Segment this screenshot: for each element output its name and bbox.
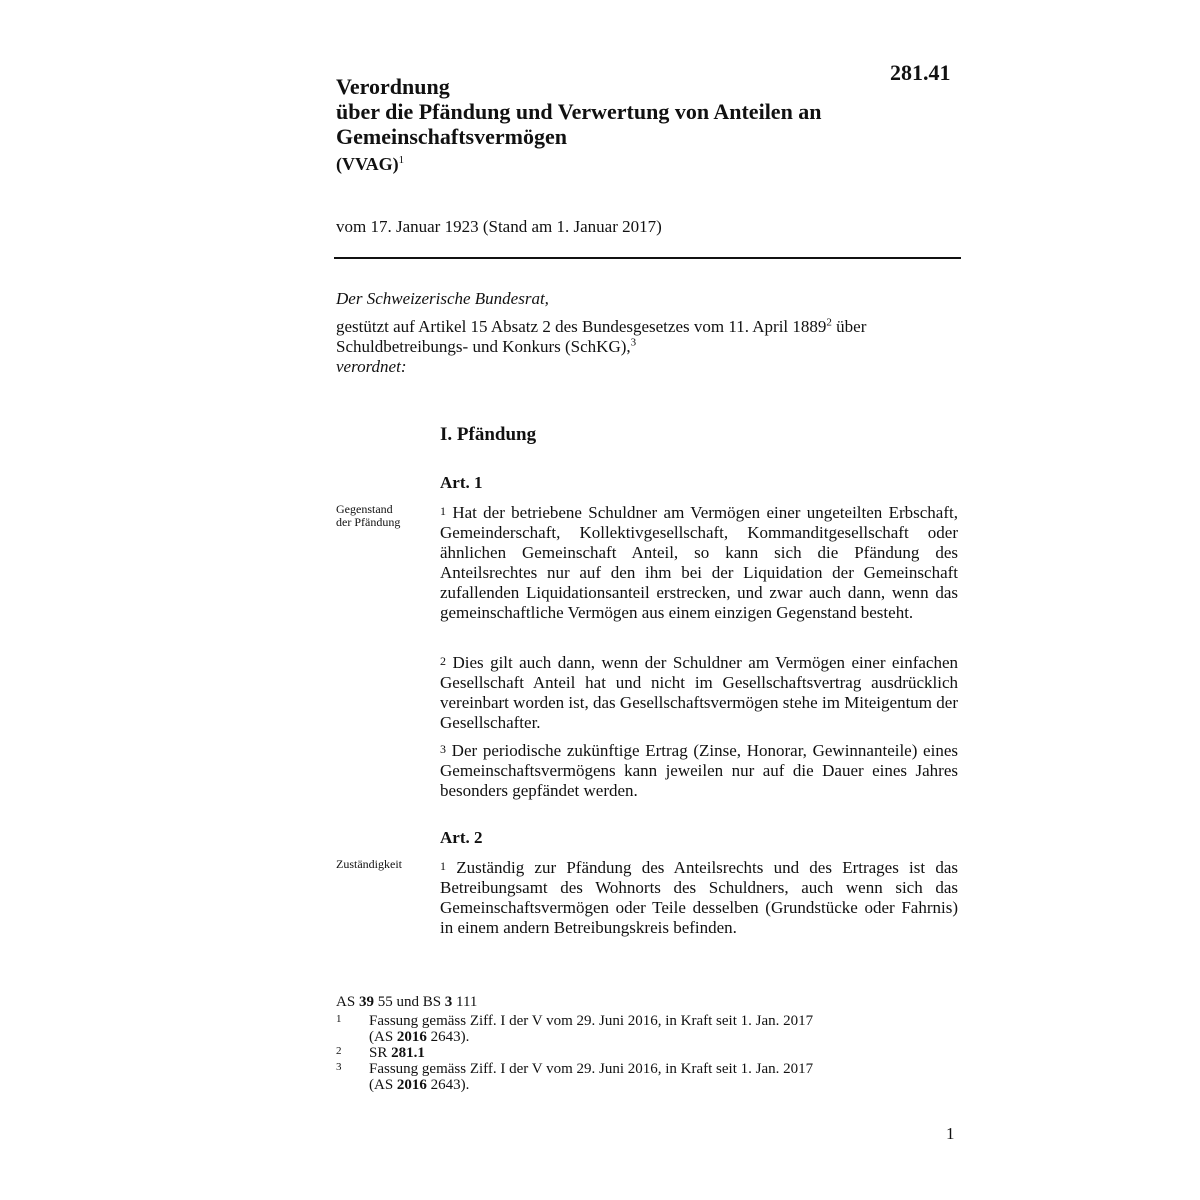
- citation-year: 2016: [396, 1029, 427, 1045]
- preamble-basis-text: Schuldbetreibungs- und Konkurs (SchKG),: [336, 337, 631, 356]
- abbreviation-text: (VVAG): [336, 154, 399, 174]
- source-volume: 39: [358, 994, 374, 1010]
- preamble-basis: [336, 317, 956, 357]
- footnote-ref[interactable]: 1: [398, 154, 405, 166]
- paragraph-number: 1: [440, 504, 446, 518]
- paragraph-number: 2: [440, 654, 446, 668]
- footnote-mark: 1: [336, 1013, 342, 1025]
- sr-prefix: SR: [369, 1045, 392, 1061]
- footnote-item: [336, 1045, 813, 1061]
- header-divider: [334, 257, 961, 259]
- citation-text: (AS: [369, 1077, 397, 1093]
- article-paragraph: [440, 856, 958, 938]
- chapter-heading: I. Pfändung: [440, 424, 537, 445]
- footnote-ref[interactable]: 2: [826, 316, 832, 329]
- paragraph-text: Zuständig zur Pfändung des Anteilsrechts und des Ertrages ist das Betreibungsamt des Wohnorts des Schuldners, auch wenn sich das Gemeinschaftsvermögen oder Teile desselben (Grundstücke oder Fahrnis) in einem andern Betreibungskreis befinden.: [440, 858, 958, 937]
- sr-link[interactable]: 281.1: [391, 1045, 425, 1061]
- margin-note-line: Gegenstand: [336, 502, 393, 516]
- preamble-authority: Der Schweizerische Bundesrat,: [336, 289, 549, 308]
- footnote-mark: 3: [336, 1061, 342, 1073]
- footnotes: [336, 994, 813, 1093]
- footnote-citation: [369, 1029, 813, 1045]
- footnote-text: Fassung gemäss Ziff. I der V vom 29. Juni 2016, in Kraft seit 1. Jan. 2017: [369, 1013, 814, 1029]
- footnote-item: [336, 1013, 813, 1045]
- source-volume: 3: [444, 994, 453, 1010]
- sr-number: 281.41: [890, 60, 951, 85]
- preamble: [336, 289, 956, 377]
- margin-note-line: Zuständigkeit: [336, 857, 402, 871]
- title-line: über die Pfändung und Verwertung von Anteilen an: [336, 99, 822, 124]
- footnote-text: Fassung gemäss Ziff. I der V vom 29. Juni 2016, in Kraft seit 1. Jan. 2017: [369, 1061, 814, 1077]
- article-heading: Art. 2: [440, 828, 483, 847]
- source-reference: [336, 994, 813, 1010]
- margin-note-line: der Pfändung: [336, 515, 401, 529]
- paragraph-text: Dies gilt auch dann, wenn der Schuldner am Vermögen einer einfachen Gesellschaft Anteil hat und nicht im Gesellschaftsvertrag ausdrücklich vereinbart worden ist, das Gesellschaftsvermögen stehe im Miteigentum der Gesellschafter.: [440, 653, 959, 732]
- paragraph-number: 1: [440, 859, 446, 873]
- page-number: 1: [946, 1124, 955, 1143]
- paragraph-number: 3: [440, 742, 446, 756]
- footnote-text: [369, 1045, 813, 1061]
- footnote-item: [336, 1061, 813, 1093]
- article-paragraph: [440, 651, 958, 733]
- source-text: 111: [452, 994, 478, 1010]
- title-line: Verordnung: [336, 74, 450, 99]
- abbreviation: [336, 154, 404, 175]
- footnote-citation: [369, 1077, 813, 1093]
- citation-text: 2643).: [426, 1029, 470, 1045]
- preamble-basis-text: gestützt auf Artikel 15 Absatz 2 des Bundesgesetzes vom 11. April 1889: [336, 317, 827, 336]
- footnote-ref[interactable]: 3: [630, 336, 637, 349]
- title-line: Gemeinschaftsvermögen: [336, 124, 567, 149]
- margin-note: [336, 858, 431, 871]
- margin-note: [336, 503, 431, 529]
- article-paragraph: [440, 739, 958, 801]
- source-text: 55 und BS: [373, 994, 445, 1010]
- preamble-decrees: verordnet:: [336, 357, 407, 376]
- enactment-date: vom 17. Januar 1923 (Stand am 1. Januar 2017): [336, 217, 662, 236]
- footnote-mark: 2: [336, 1045, 342, 1057]
- paragraph-text: Hat der betriebene Schuldner am Vermögen einer ungeteilten Erbschaft, Gemeinderschaft, Kollektivgesellschaft, Kommanditgesellschaft oder ähnlichen Gemeinschaft Anteil, so kann sich die Pfändung des Anteilsrechtes nur auf den ihm bei der Liquidation der Gemeinschaft zufallenden Liquidationsanteil erstrecken, und zwar auch dann, wenn das gemeinschaftliche Vermögen aus einem einzigen Gegenstand besteht.: [440, 503, 958, 622]
- article-paragraph: [440, 501, 958, 623]
- citation-year: 2016: [396, 1077, 427, 1093]
- paragraph-text: Der periodische zukünftige Ertrag (Zinse, Honorar, Gewinnanteile) eines Gemeinschaftsvermögens kann jeweilen nur auf die Dauer eines Jahres besonders gepfändet werden.: [440, 741, 958, 800]
- citation-text: (AS: [369, 1029, 397, 1045]
- source-text: AS: [336, 994, 359, 1010]
- article-heading: Art. 1: [440, 473, 483, 492]
- citation-text: 2643).: [426, 1077, 470, 1093]
- document-title: [336, 74, 822, 149]
- preamble-basis-text: über: [831, 317, 867, 336]
